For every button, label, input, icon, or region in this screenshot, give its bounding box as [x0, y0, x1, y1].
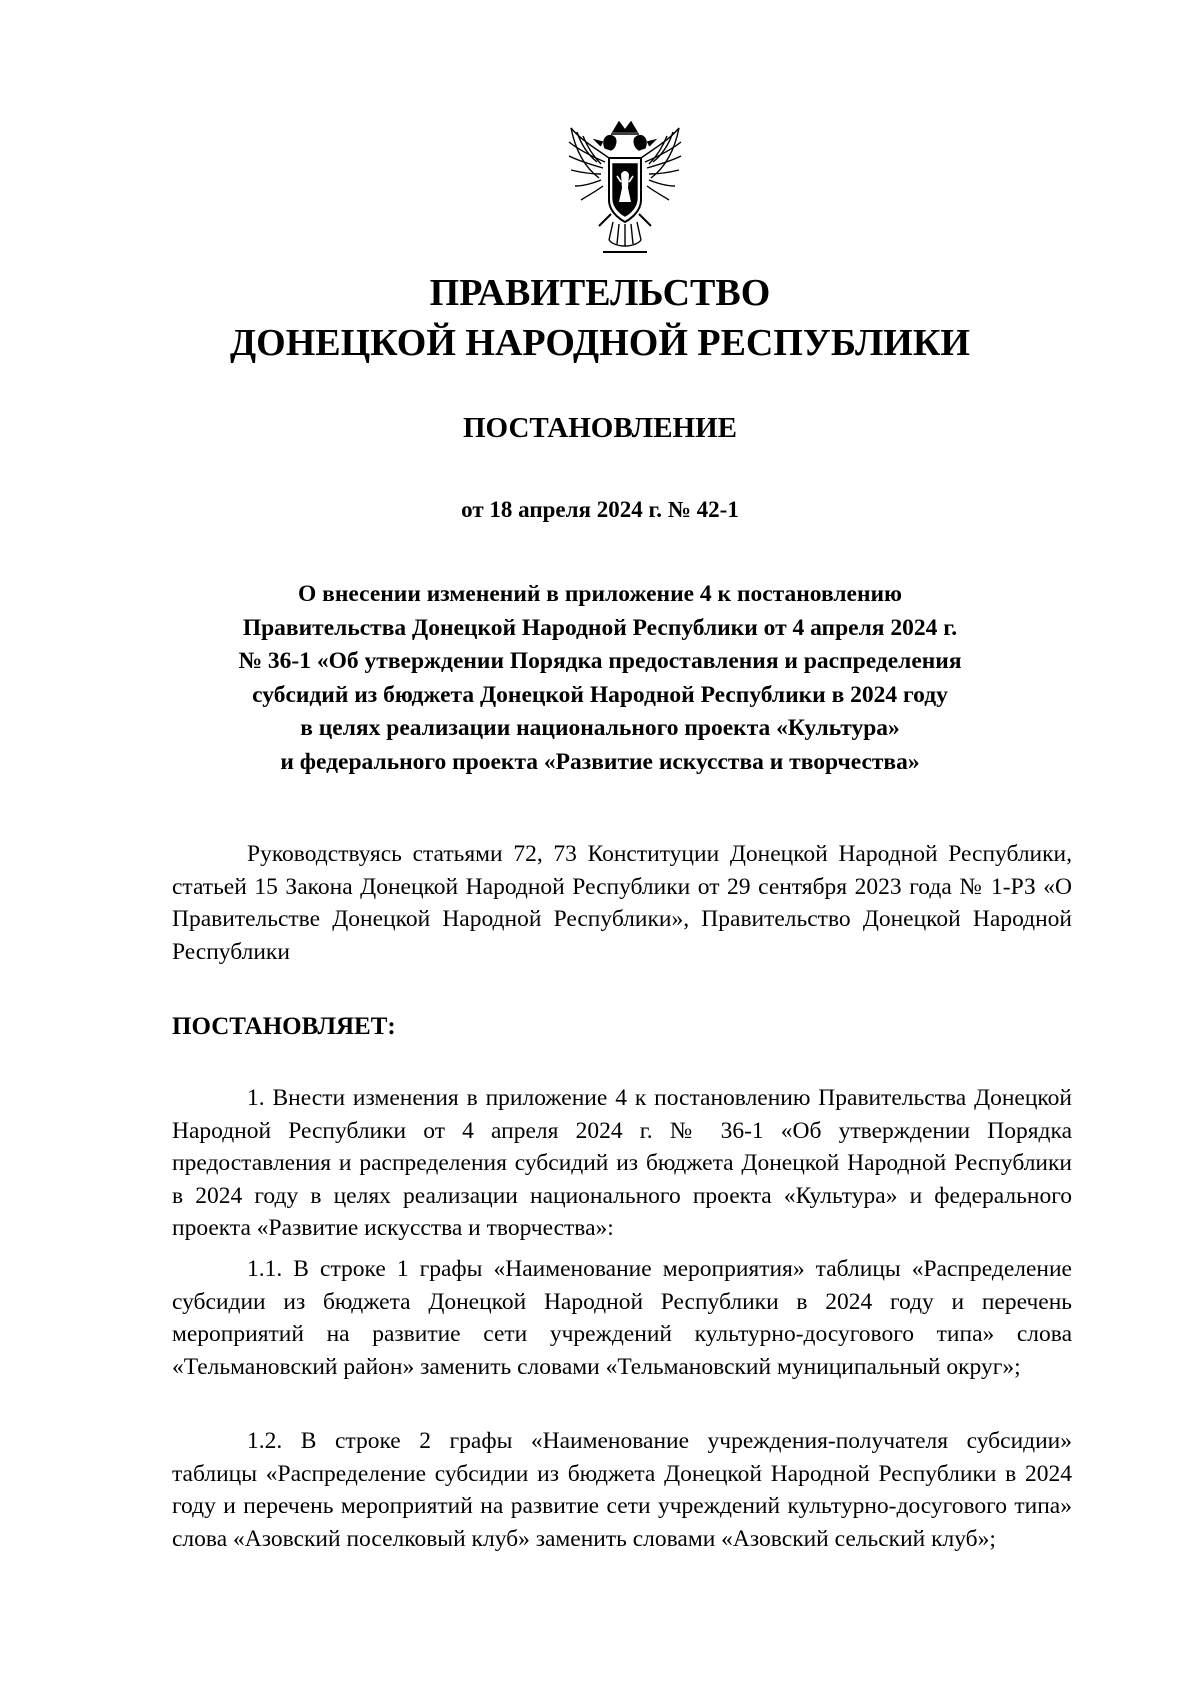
subject-line: О внесении изменений в приложение 4 к постановлению [298, 581, 902, 607]
subject-line: Правительства Донецкой Народной Республики от 4 апреля 2024 г. [242, 614, 958, 641]
coat-of-arms-icon [565, 118, 685, 260]
clause-1: 1. Внести изменения в приложение 4 к постановлению Правительства Донецкой Народной Республики от 4 апреля 2024 г. № 36-1 «Об утверждении Порядка предоставления и распределения субсидий из бюджета Донецкой Народной Республики в 2024 году в целях реализации национального проекта «Культура» и федерального проекта «Развитие искусства и творчества»: [172, 1085, 1072, 1241]
document-date-number: от 18 апреля 2024 г. № 42-1 [461, 497, 739, 522]
subject-line: № 36-1 «Об утверждении Порядка предоставления и распределения [238, 648, 962, 674]
clause-1-1: 1.1. В строке 1 графы «Наименование мероприятия» таблицы «Распределение субсидии из бюджета Донецкой Народной Республики в 2024 году и перечень мероприятий на развитие сети учреждений культурно-досугового типа» слова «Тельмановский район» заменить словами «Тельмановский муниципальный округ»; [172, 1256, 1072, 1380]
clause-1-2: 1.2. В строке 2 графы «Наименование учреждения-получателя субсидии» таблицы «Распределение субсидии из бюджета Донецкой Народной Республики в 2024 году и перечень мероприятий на развитие сети учреждений культурно-досугового типа» слова «Азовский поселковый клуб» заменить словами «Азовский сельский клуб»; [172, 1428, 1072, 1552]
document-type: ПОСТАНОВЛЕНИЕ [462, 412, 737, 444]
government-title [170, 268, 1030, 368]
subject-line: субсидий из бюджета Донецкой Народной Республики в 2024 году [252, 681, 948, 708]
subject-line: в целях реализации национального проекта «Культура» [300, 715, 900, 741]
subject-line: и федерального проекта «Развитие искусства и творчества» [280, 748, 920, 775]
resolves-heading: ПОСТАНОВЛЯЕТ: [172, 1013, 396, 1040]
preamble-paragraph: Руководствуясь статьями 72, 73 Конституции Донецкой Народной Республики, статьей 15 Закона Донецкой Народной Республики от 29 сентября 2023 года № 1-РЗ «О Правительстве Донецкой Народной Республики», Правительство Донецкой Народной Республики [172, 841, 1072, 965]
government-title-line-2: ДОНЕЦКОЙ НАРОДНОЙ РЕСПУБЛИКИ [230, 322, 970, 364]
government-title-line-1: ПРАВИТЕЛЬСТВО [429, 272, 771, 314]
document-subject [170, 578, 1030, 779]
